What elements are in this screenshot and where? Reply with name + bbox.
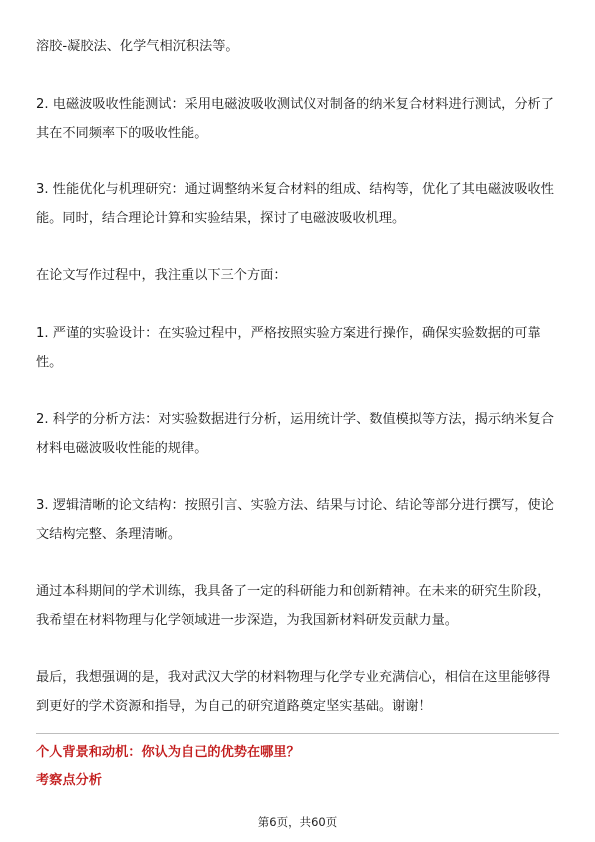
paragraph-1: 溶胶-凝胶法、化学气相沉积法等。 <box>36 39 239 54</box>
question-heading: 个人背景和动机：你认为自己的优势在哪里？ <box>36 745 300 760</box>
paragraph-6: 2. 科学的分析方法：对实验数据进行分析，运用统计学、数值模拟等方法，揭示纳米复合材料电磁波吸收性能的规律。 <box>36 412 554 456</box>
paragraph-2: 2. 电磁波吸收性能测试：采用电磁波吸收测试仪对制备的纳米复合材料进行测试，分析了其在不同频率下的吸收性能。 <box>36 97 554 141</box>
section-divider <box>36 733 559 734</box>
page-number-footer: 第6页，共60页 <box>257 815 338 829</box>
analysis-heading: 考察点分析 <box>36 773 102 788</box>
paragraph-7: 3. 逻辑清晰的论文结构：按照引言、实验方法、结果与讨论、结论等部分进行撰写，使论文结构完整、条理清晰。 <box>36 498 554 542</box>
paragraph-3: 3. 性能优化与机理研究：通过调整纳米复合材料的组成、结构等，优化了其电磁波吸收性能。同时，结合理论计算和实验结果，探讨了电磁波吸收机理。 <box>36 182 554 226</box>
paragraph-8: 通过本科期间的学术训练，我具备了一定的科研能力和创新精神。在未来的研究生阶段，我希望在材料物理与化学领域进一步深造，为我国新材料研发贡献力量。 <box>36 584 551 628</box>
paragraph-9: 最后，我想强调的是，我对武汉大学的材料物理与化学专业充满信心，相信在这里能够得到更好的学术资源和指导，为自己的研究道路奠定坚实基础。谢谢！ <box>36 670 551 714</box>
paragraph-4: 在论文写作过程中，我注重以下三个方面： <box>36 268 287 283</box>
paragraph-5: 1. 严谨的实验设计：在实验过程中，严格按照实验方案进行操作，确保实验数据的可靠性。 <box>36 326 541 370</box>
